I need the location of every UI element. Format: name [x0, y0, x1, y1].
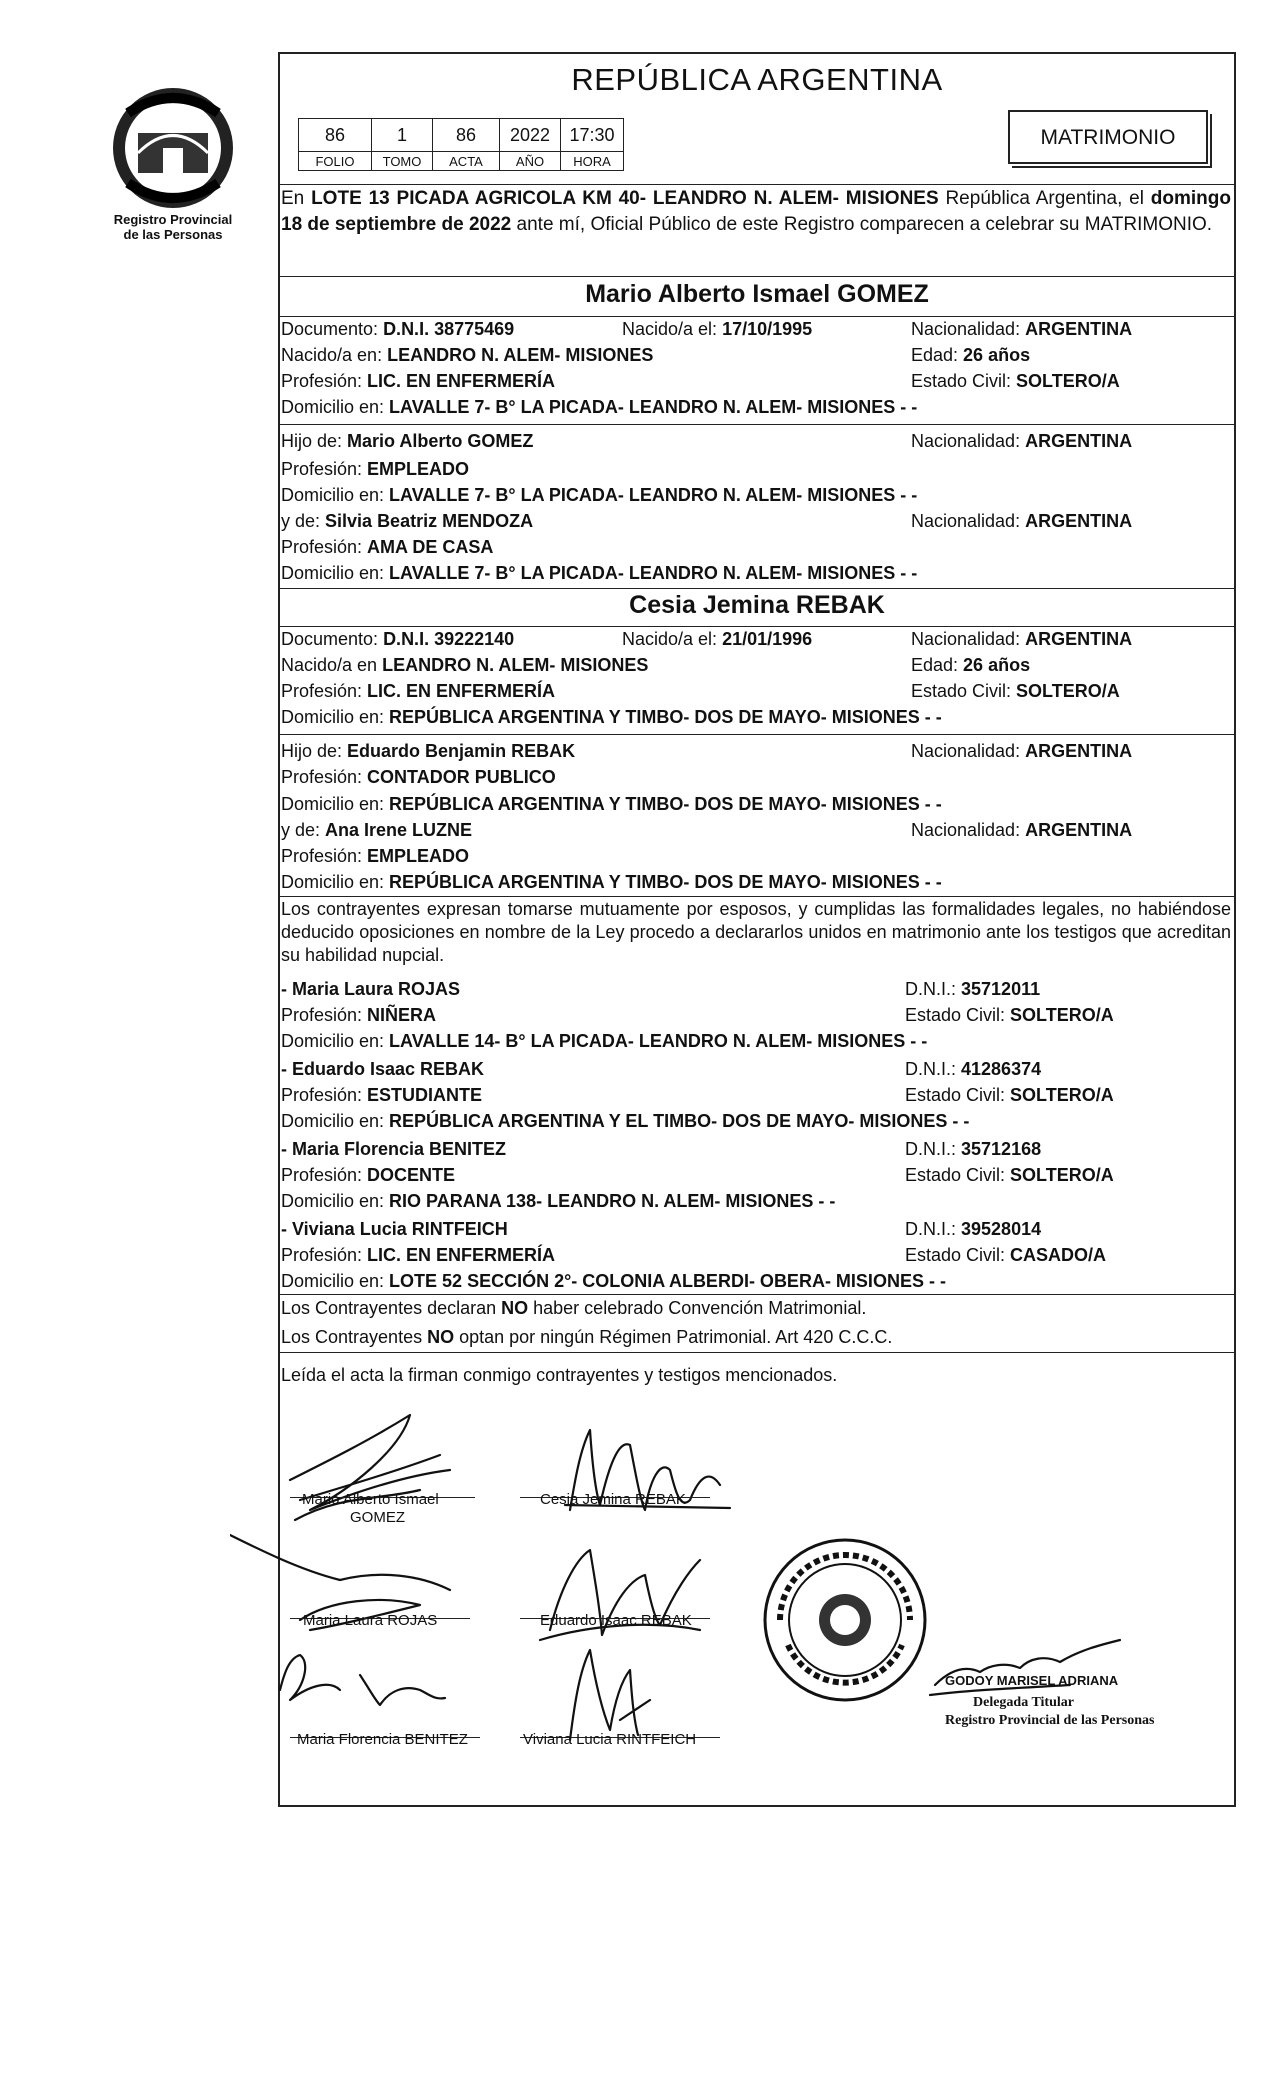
hora-value: 17:30 [561, 119, 624, 152]
label: Nacionalidad: [911, 820, 1026, 840]
text: Los Contrayentes declaran [281, 1298, 502, 1318]
label: Profesión: [281, 537, 368, 557]
value: REPÚBLICA ARGENTINA Y EL TIMBO- DOS DE MAYO- MISIONES - - [389, 1111, 970, 1131]
groom-document [281, 318, 514, 340]
intro-date: domingo 18 de septiembre de 2022 [281, 188, 1231, 235]
groom-civil-status [911, 370, 1120, 392]
value: 26 años [963, 655, 1031, 675]
official-block [945, 1673, 1155, 1730]
logo-caption-line-1: Registro Provincial [113, 212, 233, 227]
bride-dni: D.N.I. 39222140 [383, 629, 515, 649]
label: Domicilio en: [281, 794, 390, 814]
value: LEANDRO N. ALEM- MISIONES [382, 655, 649, 675]
bride-nationality [911, 628, 1132, 650]
label: Nacionalidad: [911, 511, 1026, 531]
value: - Maria Laura ROJAS [281, 979, 461, 999]
official-title: Delegada Titular [973, 1695, 1074, 1710]
bride-civil-status [911, 680, 1120, 702]
groom-dni: D.N.I. 38775469 [383, 319, 515, 339]
value: Eduardo Benjamin REBAK [347, 741, 576, 761]
label: y de: [281, 820, 326, 840]
folio-label: FOLIO [299, 152, 372, 171]
value: LOTE 52 SECCIÓN 2°- COLONIA ALBERDI- OBERA- MISIONES - - [389, 1271, 946, 1291]
label: Domicilio en: [281, 872, 390, 892]
text: NO [427, 1327, 455, 1347]
witness-4-dni [905, 1218, 1041, 1240]
label: Profesión: [281, 1085, 368, 1105]
groom-profession [281, 370, 555, 392]
value: REPÚBLICA ARGENTINA Y TIMBO- DOS DE MAYO- MISIONES - - [389, 794, 942, 814]
label: Nacido/a el: [622, 319, 723, 339]
groom-birth-place [281, 344, 653, 366]
value: EMPLEADO [367, 846, 470, 866]
label: Estado Civil: [905, 1165, 1011, 1185]
value: DOCENTE [367, 1165, 456, 1185]
witness-1-dni [905, 978, 1040, 1000]
bride-birth-date [622, 628, 812, 650]
divider [278, 1352, 1236, 1353]
value: ARGENTINA [1025, 319, 1133, 339]
intro-text-3: ante mí, Oficial Público de este Registro comparecen a celebrar su MATRIMONIO. [511, 214, 1213, 235]
value: - Eduardo Isaac REBAK [281, 1059, 485, 1079]
label: Nacido/a en: [281, 345, 388, 365]
divider [278, 734, 1236, 735]
bride-father-address [281, 793, 942, 815]
official-name: GODOY MARISEL ADRIANA [945, 1673, 1119, 1688]
acta-value: 86 [433, 119, 500, 152]
bride-father-profession [281, 766, 556, 788]
value: - Viviana Lucia RINTFEICH [281, 1219, 508, 1239]
text: Los Contrayentes [281, 1327, 428, 1347]
value: ARGENTINA [1025, 820, 1133, 840]
label: Domicilio en: [281, 1031, 390, 1051]
value: SOLTERO/A [1010, 1085, 1114, 1105]
value: LIC. EN ENFERMERÍA [367, 681, 556, 701]
value: ARGENTINA [1025, 629, 1133, 649]
value: 26 años [963, 345, 1031, 365]
label: Estado Civil: [911, 681, 1017, 701]
label: D.N.I.: [905, 1219, 962, 1239]
witness-3-signature [280, 1655, 445, 1705]
label: Nacionalidad: [911, 629, 1026, 649]
witness-2-dni [905, 1058, 1041, 1080]
label: Domicilio en: [281, 485, 390, 505]
hora-label: HORA [561, 152, 624, 171]
value: 35712168 [961, 1139, 1042, 1159]
groom-mother [281, 510, 533, 532]
groom-age [911, 344, 1030, 366]
witness-3-civil [905, 1164, 1114, 1186]
registry-stamp [760, 1535, 930, 1705]
value: Silvia Beatriz MENDOZA [325, 511, 534, 531]
value: RIO PARANA 138- LEANDRO N. ALEM- MISIONES - - [389, 1191, 836, 1211]
label: Domicilio en: [281, 563, 390, 583]
value: 41286374 [961, 1059, 1042, 1079]
divider [278, 626, 1236, 627]
groom-father [281, 430, 533, 452]
bride-document [281, 628, 514, 650]
label: y de: [281, 511, 326, 531]
groom-father-nationality [911, 430, 1132, 452]
anio-value: 2022 [500, 119, 561, 152]
bride-profession [281, 680, 555, 702]
intro-text-1: En [281, 188, 312, 209]
groom-signature-label [302, 1491, 439, 1527]
value: SOLTERO/A [1010, 1005, 1114, 1025]
divider [278, 896, 1236, 897]
value: ARGENTINA [1025, 511, 1133, 531]
closing-statement: Leída el acta la firman conmigo contrayentes y testigos mencionados. [281, 1365, 838, 1385]
groom-mother-address [281, 562, 917, 584]
value: CASADO/A [1010, 1245, 1107, 1265]
value: EMPLEADO [367, 459, 470, 479]
witness-3-signature-label: Maria Florencia BENITEZ [297, 1731, 468, 1748]
label: Profesión: [281, 1245, 368, 1265]
witness-2-civil [905, 1084, 1114, 1106]
logo-caption-line-2: de las Personas [123, 227, 223, 242]
value: LIC. EN ENFERMERÍA [367, 1245, 556, 1265]
bride-name-heading: Cesia Jemina REBAK [629, 591, 885, 619]
divider [278, 1294, 1236, 1295]
bride-address [281, 706, 942, 728]
groom-name-heading: Mario Alberto Ismael GOMEZ [585, 280, 929, 308]
witness-2-signature-label: Eduardo Isaac REBAK [540, 1612, 692, 1629]
label: D.N.I.: [905, 1059, 962, 1079]
value: SOLTERO/A [1016, 371, 1120, 391]
declaration-paragraph: Los contrayentes expresan tomarse mutuamente por esposos, y cumplidas las formalidades legales, no habiéndose deducido oposiciones en nombre de la Ley procedo a declararlos unidos en matrimonio ante los testigos que acreditan su habilidad nupcial. [281, 899, 1231, 965]
value: ESTUDIANTE [367, 1085, 483, 1105]
label: Profesión: [281, 371, 368, 391]
value: AMA DE CASA [367, 537, 494, 557]
label: Nacido/a el: [622, 629, 723, 649]
witness-1-signature-label: Maria Laura ROJAS [303, 1612, 438, 1629]
bride-father-nationality [911, 740, 1132, 762]
divider [278, 588, 1236, 589]
value: LAVALLE 14- B° LA PICADA- LEANDRO N. ALEM- MISIONES - - [389, 1031, 928, 1051]
label: Profesión: [281, 767, 368, 787]
bride-age [911, 654, 1030, 676]
registry-logo [108, 78, 238, 218]
value: LAVALLE 7- B° LA PICADA- LEANDRO N. ALEM- MISIONES - - [389, 563, 918, 583]
label: Domicilio en: [281, 1271, 390, 1291]
value: NIÑERA [367, 1005, 437, 1025]
witness-1-civil [905, 1004, 1114, 1026]
divider [278, 184, 1236, 185]
bride-mother-address [281, 871, 942, 893]
intro-place: LOTE 13 PICADA AGRICOLA KM 40- LEANDRO N. ALEM- MISIONES [311, 188, 939, 209]
witness-4-address [281, 1270, 946, 1292]
groom-address [281, 396, 917, 418]
label: Profesión: [281, 459, 368, 479]
value: LAVALLE 7- B° LA PICADA- LEANDRO N. ALEM- MISIONES - - [389, 397, 918, 417]
tomo-label: TOMO [372, 152, 433, 171]
label: Nacionalidad: [911, 319, 1026, 339]
label: D.N.I.: [905, 1139, 962, 1159]
groom-mother-nationality [911, 510, 1132, 532]
label: Nacido/a en [281, 655, 383, 675]
label: Profesión: [281, 846, 368, 866]
label: Profesión: [281, 1005, 368, 1025]
label: Documento: [281, 629, 384, 649]
value: REPÚBLICA ARGENTINA Y TIMBO- DOS DE MAYO- MISIONES - - [389, 872, 942, 892]
text: haber celebrado Convención Matrimonial. [528, 1298, 867, 1318]
label: D.N.I.: [905, 979, 962, 999]
witness-1-name [281, 978, 460, 1000]
witness-2-profession [281, 1084, 482, 1106]
label: Domicilio en: [281, 1191, 390, 1211]
text: Mario Alberto Ismael [302, 1491, 439, 1508]
label: Estado Civil: [911, 371, 1017, 391]
value: - Maria Florencia BENITEZ [281, 1139, 507, 1159]
label: Documento: [281, 319, 384, 339]
label: Domicilio en: [281, 707, 390, 727]
regime-statement [281, 1326, 892, 1348]
witness-4-profession [281, 1244, 555, 1266]
bride-mother-nationality [911, 819, 1132, 841]
witness-4-signature-label: Viviana Lucia RINTFEICH [523, 1731, 697, 1748]
label: Edad: [911, 345, 964, 365]
label: Domicilio en: [281, 1111, 390, 1131]
reference-table [298, 118, 624, 171]
bride-mother-profession [281, 845, 469, 867]
act-type-box: MATRIMONIO [1008, 110, 1208, 164]
witness-4-signature [570, 1650, 650, 1740]
folio-value: 86 [299, 119, 372, 152]
label: Estado Civil: [905, 1245, 1011, 1265]
label: Edad: [911, 655, 964, 675]
value: LIC. EN ENFERMERÍA [367, 371, 556, 391]
value: SOLTERO/A [1016, 681, 1120, 701]
groom-mother-profession [281, 536, 493, 558]
value: Mario Alberto GOMEZ [347, 431, 534, 451]
bride-birth-place [281, 654, 648, 676]
witness-4-name [281, 1218, 508, 1240]
divider [278, 424, 1236, 425]
document-title: REPÚBLICA ARGENTINA [571, 62, 943, 97]
groom-nationality [911, 318, 1132, 340]
value: Ana Irene LUZNE [325, 820, 473, 840]
witness-3-name [281, 1138, 506, 1160]
intro-paragraph [281, 186, 1231, 238]
tomo-value: 1 [372, 119, 433, 152]
value: ARGENTINA [1025, 741, 1133, 761]
divider [278, 276, 1236, 277]
label: Hijo de: [281, 431, 348, 451]
value: 35712011 [961, 979, 1041, 999]
witness-3-profession [281, 1164, 455, 1186]
label: Domicilio en: [281, 397, 390, 417]
label: Estado Civil: [905, 1085, 1011, 1105]
witness-1-address [281, 1030, 927, 1052]
bride-mother [281, 819, 472, 841]
value: REPÚBLICA ARGENTINA Y TIMBO- DOS DE MAYO- MISIONES - - [389, 707, 942, 727]
text: optan por ningún Régimen Patrimonial. Art 420 C.C.C. [454, 1327, 893, 1347]
label: Estado Civil: [905, 1005, 1011, 1025]
witness-2-address [281, 1110, 969, 1132]
divider [278, 316, 1236, 317]
text: GOMEZ [350, 1509, 405, 1526]
anio-label: AÑO [500, 152, 561, 171]
value: 39528014 [961, 1219, 1042, 1239]
value: 17/10/1995 [722, 319, 813, 339]
value: CONTADOR PUBLICO [367, 767, 556, 787]
label: Nacionalidad: [911, 431, 1026, 451]
acta-label: ACTA [433, 152, 500, 171]
value: LAVALLE 7- B° LA PICADA- LEANDRO N. ALEM- MISIONES - - [389, 485, 918, 505]
label: Profesión: [281, 681, 368, 701]
label: Profesión: [281, 1165, 368, 1185]
bride-father [281, 740, 575, 762]
logo-caption [80, 212, 266, 242]
value: LEANDRO N. ALEM- MISIONES [387, 345, 654, 365]
witness-1-profession [281, 1004, 436, 1026]
value: SOLTERO/A [1010, 1165, 1114, 1185]
convention-statement [281, 1297, 866, 1319]
label: Hijo de: [281, 741, 348, 761]
value: ARGENTINA [1025, 431, 1133, 451]
value: 21/01/1996 [722, 629, 813, 649]
intro-text-2: República Argentina, el [938, 188, 1151, 209]
bride-signature-label: Cesia Jemina REBAK [540, 1491, 686, 1508]
text: NO [501, 1298, 529, 1318]
groom-father-address [281, 484, 917, 506]
label: Nacionalidad: [911, 741, 1026, 761]
witness-3-dni [905, 1138, 1041, 1160]
groom-birth-date [622, 318, 812, 340]
witness-2-name [281, 1058, 484, 1080]
groom-father-profession [281, 458, 469, 480]
official-office: Registro Provincial de las Personas [945, 1713, 1155, 1728]
witness-4-civil [905, 1244, 1106, 1266]
witness-3-address [281, 1190, 835, 1212]
